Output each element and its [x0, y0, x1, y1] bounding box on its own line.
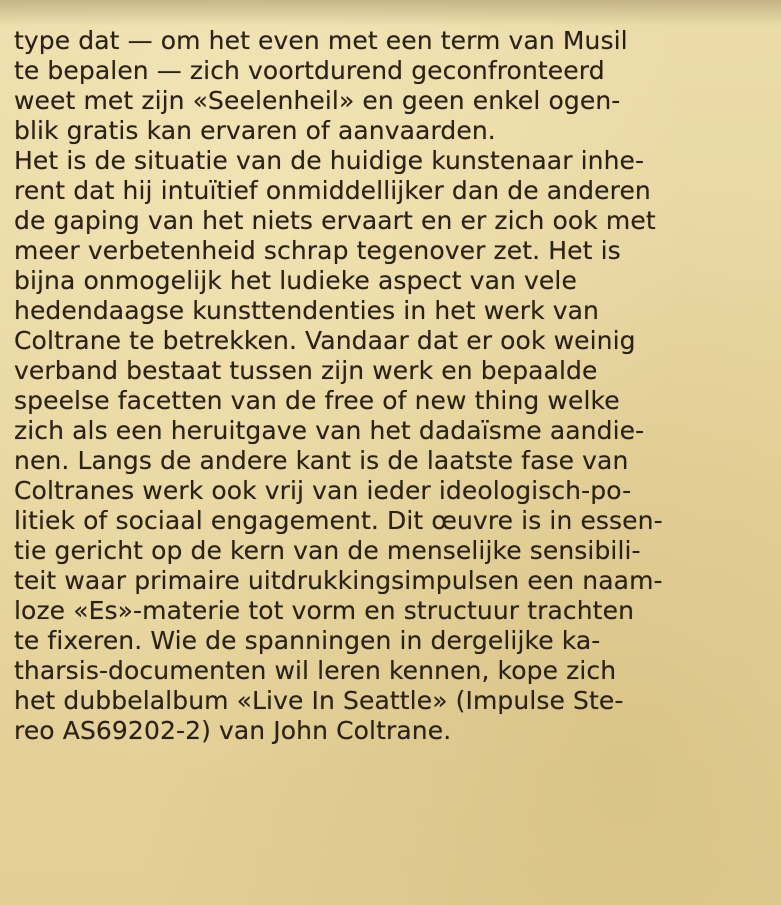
- article-text-column: [14, 26, 774, 746]
- text-line: te bepalen — zich voortdurend geconfronteerd: [14, 56, 605, 85]
- text-line: tharsis-documenten wil leren kennen, kope zich: [14, 656, 617, 685]
- text-line: tie gericht op de kern van de menselijke sensibili-: [14, 536, 641, 565]
- text-line: litiek of sociaal engagement. Dit œuvre is in essen-: [14, 506, 663, 535]
- text-line: hedendaagse kunsttendenties in het werk van: [14, 296, 600, 325]
- text-line: Coltrane te betrekken. Vandaar dat er ook weinig: [14, 326, 636, 355]
- text-line: de gaping van het niets ervaart en er zich ook met: [14, 206, 656, 235]
- torn-top-edge: [0, 0, 781, 26]
- text-line: weet met zijn «Seelenheil» en geen enkel ogen-: [14, 86, 621, 115]
- text-line: te fixeren. Wie de spanningen in dergelijke ka-: [14, 626, 601, 655]
- text-line: speelse facetten van de free of new thing welke: [14, 386, 620, 415]
- text-line: Coltranes werk ook vrij van ieder ideologisch-po-: [14, 476, 632, 505]
- text-line: rent dat hij intuïtief onmiddellijker dan de anderen: [14, 176, 651, 205]
- text-line: Het is de situatie van de huidige kunstenaar inhe-: [14, 146, 645, 175]
- text-line: verband bestaat tussen zijn werk en bepaalde: [14, 356, 598, 385]
- text-line: reo AS69202-2) van John Coltrane.: [14, 716, 452, 745]
- text-line: teit waar primaire uitdrukkingsimpulsen een naam-: [14, 566, 663, 595]
- text-line: nen. Langs de andere kant is de laatste fase van: [14, 446, 629, 475]
- text-line: loze «Es»-materie tot vorm en structuur trachten: [14, 596, 635, 625]
- text-line: zich als een heruitgave van het dadaïsme aandie-: [14, 416, 645, 445]
- text-line: het dubbelalbum «Live In Seattle» (Impulse Ste-: [14, 686, 624, 715]
- text-line: meer verbetenheid schrap tegenover zet. Het is: [14, 236, 621, 265]
- text-line: bijna onmogelijk het ludieke aspect van vele: [14, 266, 577, 295]
- text-line: type dat — om het even met een term van Musil: [14, 26, 628, 55]
- text-line: blik gratis kan ervaren of aanvaarden.: [14, 116, 496, 145]
